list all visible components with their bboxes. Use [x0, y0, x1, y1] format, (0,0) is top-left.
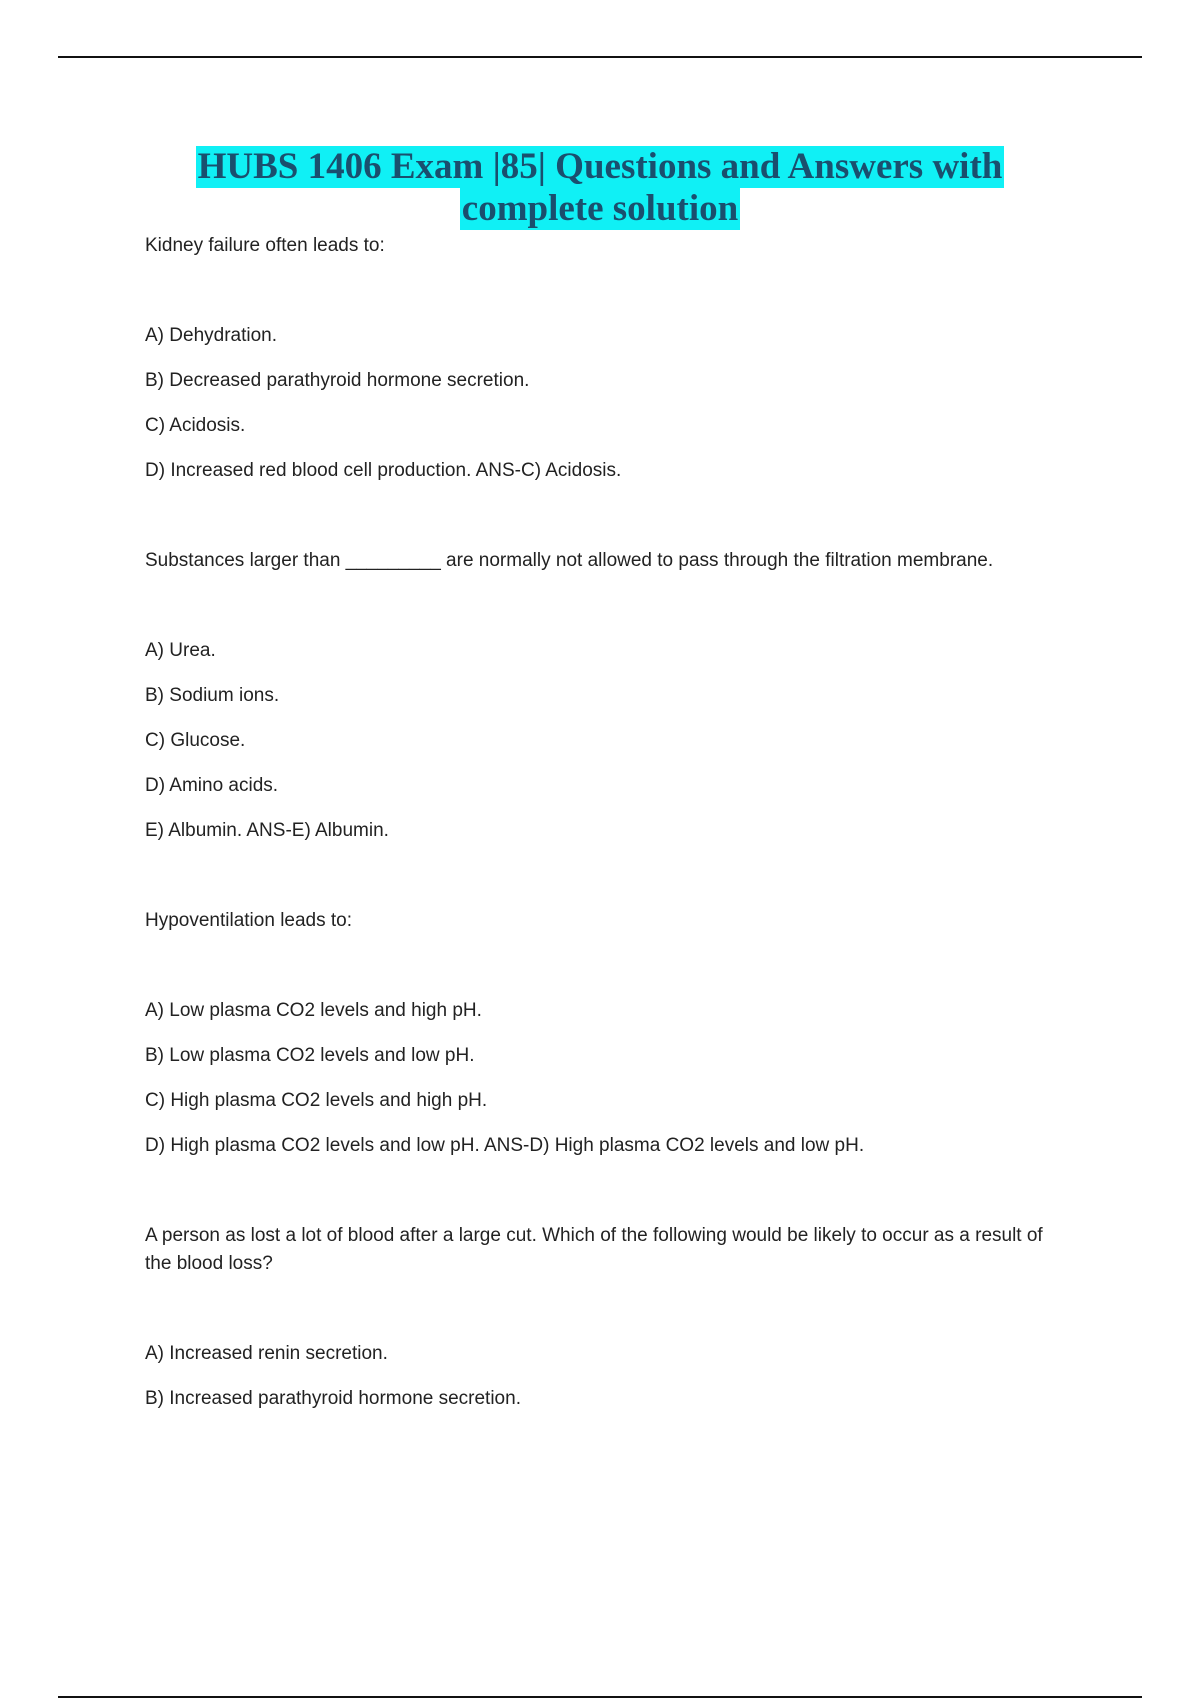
- answer-option: E) Albumin. ANS-E) Albumin.: [145, 820, 389, 841]
- answer-option: B) Increased parathyroid hormone secretion.: [145, 1388, 521, 1409]
- answer-option: D) Increased red blood cell production. ANS-C) Acidosis.: [145, 460, 622, 481]
- answer-option: B) Low plasma CO2 levels and low pH.: [145, 1045, 475, 1066]
- answer-option: B) Sodium ions.: [145, 685, 280, 706]
- title-line-2: complete solution: [461, 188, 739, 229]
- document-title: [0, 146, 1200, 230]
- answer-option: D) High plasma CO2 levels and low pH. ANS-D) High plasma CO2 levels and low pH.: [145, 1135, 865, 1156]
- answer-option: B) Decreased parathyroid hormone secretion.: [145, 370, 530, 391]
- answer-option: A) Increased renin secretion.: [145, 1343, 388, 1364]
- title-line-1: HUBS 1406 Exam |85| Questions and Answers with: [197, 146, 1003, 187]
- answer-option: A) Dehydration.: [145, 325, 278, 346]
- question-text: Substances larger than _________ are normally not allowed to pass through the filtration membrane.: [145, 550, 994, 571]
- questions-list: [145, 232, 1065, 1413]
- bottom-rule: [58, 1696, 1142, 1698]
- answer-option: C) High plasma CO2 levels and high pH.: [145, 1090, 488, 1111]
- question-text: Kidney failure often leads to:: [145, 235, 385, 256]
- answer-option: C) Acidosis.: [145, 415, 246, 436]
- answer-option: A) Urea.: [145, 640, 216, 661]
- answer-option: D) Amino acids.: [145, 775, 279, 796]
- question-block: [145, 1222, 1065, 1413]
- question-block: [145, 232, 1065, 485]
- question-text: Hypoventilation leads to:: [145, 910, 353, 931]
- question-text: A person as lost a lot of blood after a large cut. Which of the following would be likely to occur as a result of the blood loss?: [145, 1225, 1043, 1274]
- top-rule: [58, 56, 1142, 58]
- question-block: [145, 907, 1065, 1160]
- answer-option: A) Low plasma CO2 levels and high pH.: [145, 1000, 482, 1021]
- answer-option: C) Glucose.: [145, 730, 246, 751]
- question-block: [145, 547, 1065, 845]
